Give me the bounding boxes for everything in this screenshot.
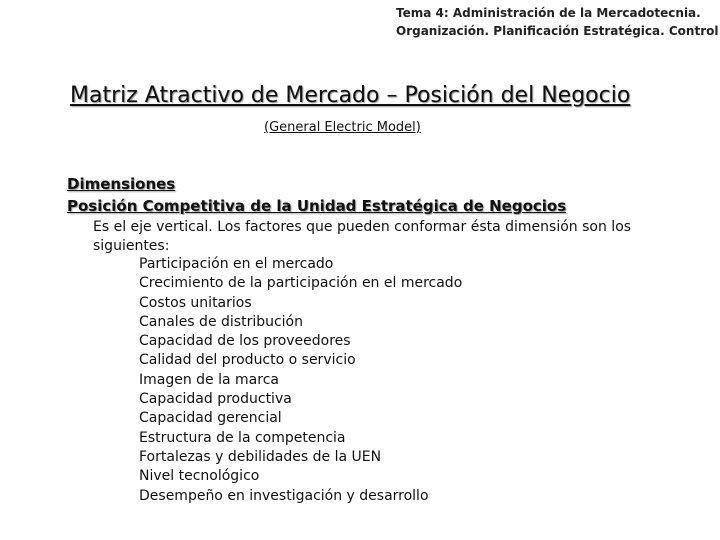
list-item: Capacidad de los proveedores	[139, 333, 351, 350]
section-headings	[67, 173, 566, 217]
list-item: Imagen de la marca	[139, 371, 279, 388]
list-item: Estructura de la competencia	[139, 429, 346, 446]
list-item: Participación en el mercado	[139, 256, 334, 272]
header-line-1: Tema 4: Administración de la Mercadotecnia.	[396, 6, 701, 20]
list-item: Capacidad productiva	[139, 391, 292, 408]
header-line-2: Organización. Planificación Estratégica. Control	[396, 24, 719, 38]
list-item: Nivel tecnológico	[139, 468, 260, 485]
list-item: Costos unitarios	[139, 294, 252, 311]
section-intro: Es el eje vertical. Los factores que pueden conformar ésta dimensión son los siguientes:	[93, 219, 632, 254]
factor-list	[139, 255, 462, 506]
section-heading: Dimensiones	[67, 175, 176, 193]
list-item: Crecimiento de la participación en el mercado	[139, 275, 463, 292]
list-item: Fortalezas y debilidades de la UEN	[139, 448, 382, 465]
list-item: Capacidad gerencial	[139, 410, 282, 427]
slide-header	[396, 4, 718, 40]
list-item: Calidad del producto o servicio	[139, 352, 356, 369]
slide-subtitle: (General Electric Model)	[264, 120, 421, 135]
list-item: Desempeño en investigación y desarrollo	[139, 487, 429, 504]
section-subheading: Posición Competitiva de la Unidad Estratégica de Negocios	[67, 197, 567, 215]
slide-title: Matriz Atractivo de Mercado – Posición del Negocio	[70, 83, 631, 108]
list-item: Canales de distribución	[139, 313, 303, 330]
